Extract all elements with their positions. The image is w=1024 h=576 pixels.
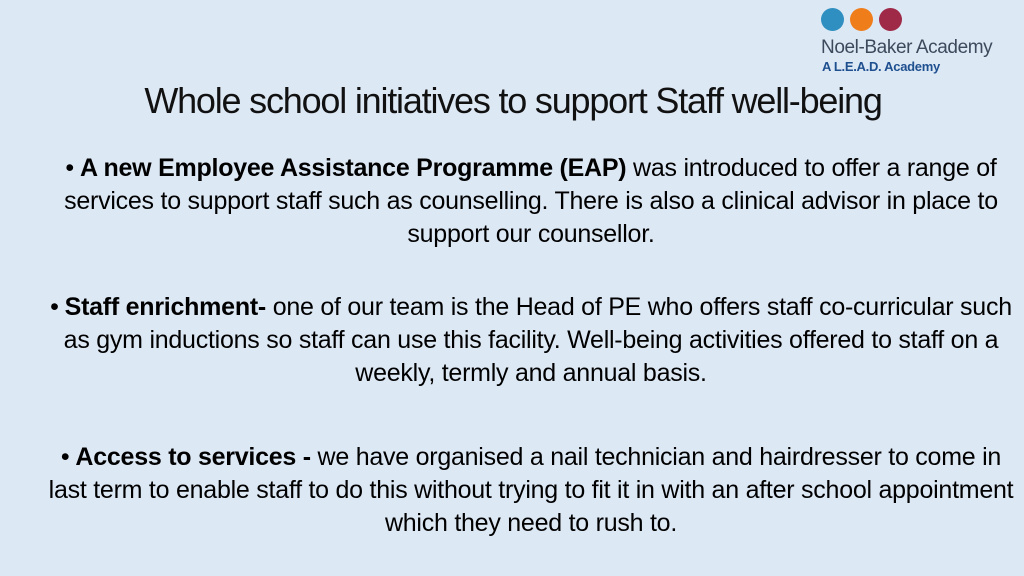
bullet-marker: •	[50, 293, 59, 321]
bullet-marker: •	[65, 154, 74, 182]
logo-dot-blue	[821, 8, 844, 31]
bullet-text: one of our team is the Head of PE who offers staff co-curricular such as gym inductions so staff can use this facility. Well-being activities offered to staff on a weekly, termly and annual basis.	[63, 293, 1012, 387]
bullet-heading: Access to services -	[75, 443, 311, 471]
bullet-staff-enrichment	[40, 291, 1022, 390]
bullet-marker: •	[60, 443, 70, 471]
slide-title-row	[0, 80, 1024, 122]
slide-title: Whole school initiatives to support Staff well-being	[144, 80, 882, 121]
bullet-access-to-services	[40, 441, 1022, 540]
bullet-heading: Staff enrichment-	[64, 293, 266, 321]
academy-logo	[818, 6, 1018, 78]
logo-name: Noel-Baker Academy	[821, 37, 993, 58]
bullet-text: was introduced to offer a range of services to support staff such as counselling. There is also a clinical advisor in place to support our counsellor.	[64, 154, 998, 248]
bullet-eap	[40, 152, 1022, 251]
logo-dot-orange	[850, 8, 873, 31]
logo-subtitle: A L.E.A.D. Academy	[822, 59, 940, 74]
bullet-heading: A new Employee Assistance Programme (EAP)	[79, 154, 627, 182]
bullet-text: we have organised a nail technician and hairdresser to come in last term to enable staff to do this without trying to fit it in with an after school appointment which they need to rush to.	[48, 443, 1014, 537]
logo-dot-maroon	[879, 8, 902, 31]
